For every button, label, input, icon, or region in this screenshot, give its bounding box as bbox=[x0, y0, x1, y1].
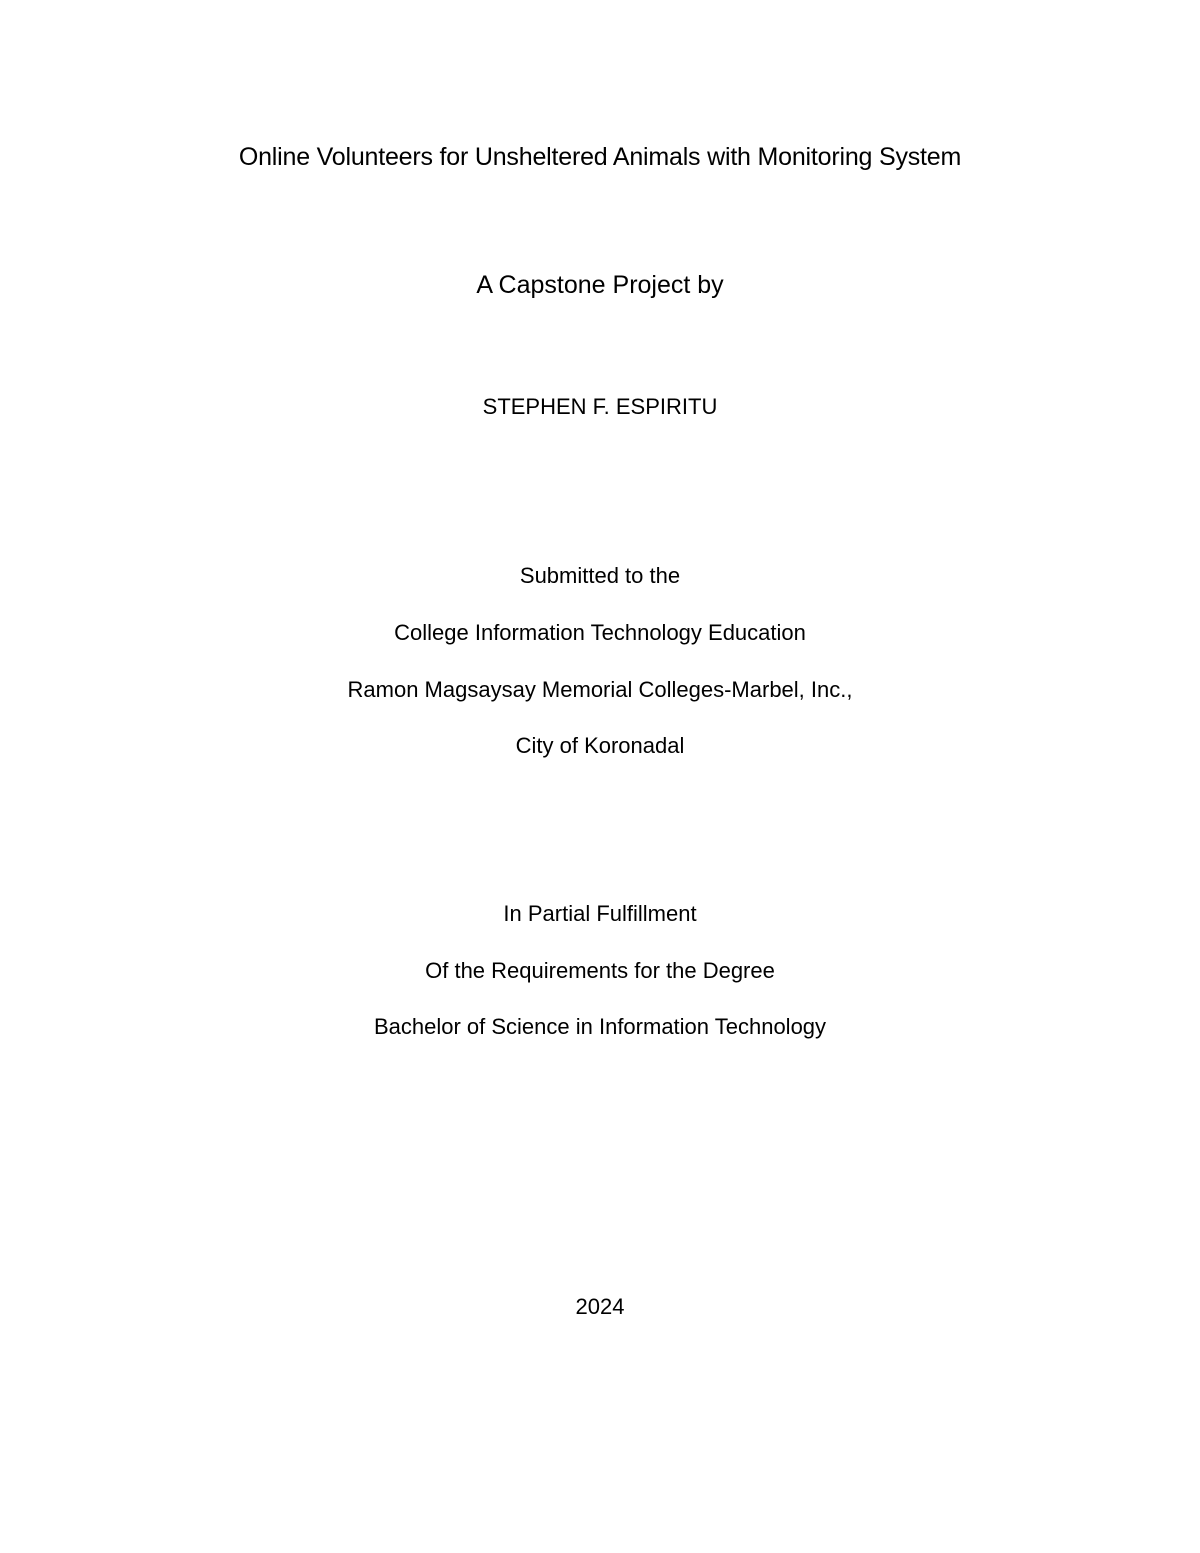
submission-line-1: Submitted to the bbox=[519, 563, 681, 588]
fulfillment-line-3: Bachelor of Science in Information Technology bbox=[373, 1014, 827, 1039]
document-title: Online Volunteers for Unsheltered Animals with Monitoring System bbox=[238, 143, 962, 171]
document-year: 2024 bbox=[575, 1294, 625, 1319]
submission-line-3: Ramon Magsaysay Memorial Colleges-Marbel, Inc., bbox=[347, 677, 853, 702]
submission-line-2: College Information Technology Education bbox=[394, 620, 806, 645]
document-subtitle: A Capstone Project by bbox=[476, 271, 724, 299]
fulfillment-line-2: Of the Requirements for the Degree bbox=[425, 958, 775, 983]
submission-line-4: City of Koronadal bbox=[515, 733, 685, 758]
author-name: STEPHEN F. ESPIRITU bbox=[482, 394, 718, 419]
fulfillment-line-1: In Partial Fulfillment bbox=[503, 901, 697, 926]
